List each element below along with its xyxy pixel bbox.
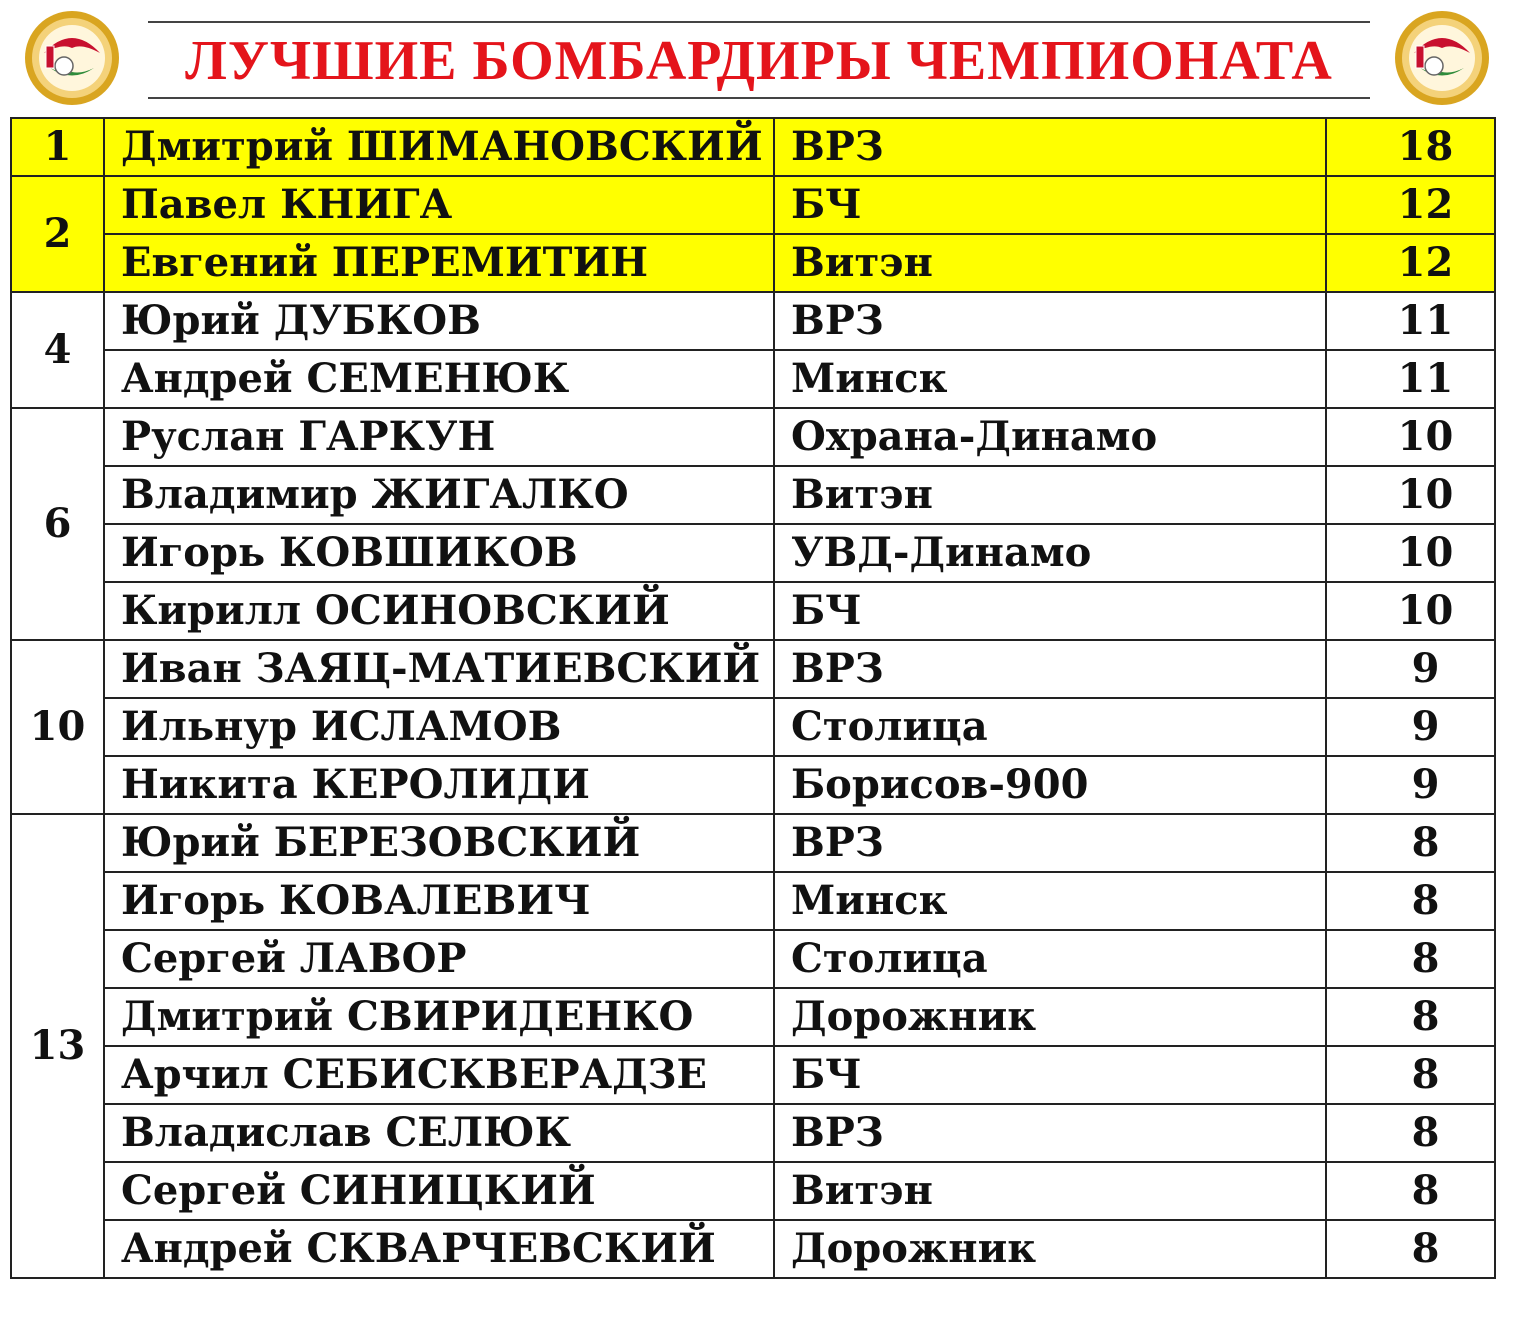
rank-cell: 13: [11, 814, 104, 1278]
player-name: Андрей СКВАРЧЕВСКИЙ: [104, 1220, 774, 1278]
table-row: [11, 408, 1495, 466]
team-name: ВРЗ: [774, 118, 1326, 176]
player-name: Ильнур ИСЛАМОВ: [104, 698, 774, 756]
team-name: БЧ: [774, 176, 1326, 234]
page-title: ЛУЧШИЕ БОМБАРДИРЫ ЧЕМПИОНАТА: [185, 30, 1333, 92]
table-row: [11, 872, 1495, 930]
team-name: Борисов-900: [774, 756, 1326, 814]
player-name: Дмитрий ШИМАНОВСКИЙ: [104, 118, 774, 176]
goals-count: 18: [1326, 118, 1495, 176]
header: [0, 0, 1521, 116]
goals-count: 10: [1326, 408, 1495, 466]
federation-emblem-icon: [1392, 8, 1492, 108]
goals-count: 9: [1326, 698, 1495, 756]
player-name: Сергей СИНИЦКИЙ: [104, 1162, 774, 1220]
team-name: Витэн: [774, 1162, 1326, 1220]
rank-cell: 4: [11, 292, 104, 408]
player-name: Игорь КОВАЛЕВИЧ: [104, 872, 774, 930]
table-row: [11, 930, 1495, 988]
table-row: [11, 1220, 1495, 1278]
player-name: Юрий БЕРЕЗОВСКИЙ: [104, 814, 774, 872]
table-row: [11, 988, 1495, 1046]
team-name: Столица: [774, 930, 1326, 988]
table-row: [11, 640, 1495, 698]
title-rule-top: [148, 21, 1370, 23]
player-name: Владислав СЕЛЮК: [104, 1104, 774, 1162]
table-row: [11, 176, 1495, 234]
rank-cell: 6: [11, 408, 104, 640]
player-name: Дмитрий СВИРИДЕНКО: [104, 988, 774, 1046]
player-name: Павел КНИГА: [104, 176, 774, 234]
goals-count: 8: [1326, 1046, 1495, 1104]
player-name: Арчил СЕБИСКВЕРАДЗЕ: [104, 1046, 774, 1104]
rank-cell: 1: [11, 118, 104, 176]
goals-count: 10: [1326, 466, 1495, 524]
table-row: [11, 234, 1495, 292]
goals-count: 8: [1326, 1162, 1495, 1220]
team-name: ВРЗ: [774, 640, 1326, 698]
player-name: Евгений ПЕРЕМИТИН: [104, 234, 774, 292]
table-row: [11, 292, 1495, 350]
goals-count: 9: [1326, 756, 1495, 814]
table-row: [11, 582, 1495, 640]
team-name: Витэн: [774, 234, 1326, 292]
player-name: Игорь КОВШИКОВ: [104, 524, 774, 582]
team-name: Минск: [774, 872, 1326, 930]
team-name: Дорожник: [774, 988, 1326, 1046]
table-row: [11, 756, 1495, 814]
team-name: ВРЗ: [774, 292, 1326, 350]
team-name: БЧ: [774, 1046, 1326, 1104]
table-row: [11, 1046, 1495, 1104]
goals-count: 8: [1326, 1220, 1495, 1278]
goals-count: 10: [1326, 524, 1495, 582]
table-row: [11, 118, 1495, 176]
player-name: Никита КЕРОЛИДИ: [104, 756, 774, 814]
player-name: Андрей СЕМЕНЮК: [104, 350, 774, 408]
table-row: [11, 1162, 1495, 1220]
goals-count: 9: [1326, 640, 1495, 698]
table-row: [11, 814, 1495, 872]
player-name: Сергей ЛАВОР: [104, 930, 774, 988]
table-row: [11, 466, 1495, 524]
goals-count: 8: [1326, 930, 1495, 988]
goals-count: 11: [1326, 350, 1495, 408]
team-name: ВРЗ: [774, 814, 1326, 872]
team-name: Витэн: [774, 466, 1326, 524]
table-row: [11, 698, 1495, 756]
team-name: Дорожник: [774, 1220, 1326, 1278]
player-name: Кирилл ОСИНОВСКИЙ: [104, 582, 774, 640]
title-rule-bottom: [148, 97, 1370, 99]
player-name: Владимир ЖИГАЛКО: [104, 466, 774, 524]
goals-count: 8: [1326, 872, 1495, 930]
team-name: БЧ: [774, 582, 1326, 640]
team-name: Столица: [774, 698, 1326, 756]
goals-count: 12: [1326, 234, 1495, 292]
goals-count: 8: [1326, 1104, 1495, 1162]
rank-cell: 2: [11, 176, 104, 292]
federation-emblem-icon: [22, 8, 122, 108]
team-name: Минск: [774, 350, 1326, 408]
player-name: Руслан ГАРКУН: [104, 408, 774, 466]
goals-count: 10: [1326, 582, 1495, 640]
goals-count: 8: [1326, 814, 1495, 872]
goals-count: 11: [1326, 292, 1495, 350]
table-row: [11, 524, 1495, 582]
table-row: [11, 1104, 1495, 1162]
player-name: Иван ЗАЯЦ-МАТИЕВСКИЙ: [104, 640, 774, 698]
team-name: Охрана-Динамо: [774, 408, 1326, 466]
goals-count: 8: [1326, 988, 1495, 1046]
player-name: Юрий ДУБКОВ: [104, 292, 774, 350]
team-name: УВД-Динамо: [774, 524, 1326, 582]
rank-cell: 10: [11, 640, 104, 814]
team-name: ВРЗ: [774, 1104, 1326, 1162]
table-row: [11, 350, 1495, 408]
goals-count: 12: [1326, 176, 1495, 234]
scorers-table: [10, 117, 1496, 1279]
